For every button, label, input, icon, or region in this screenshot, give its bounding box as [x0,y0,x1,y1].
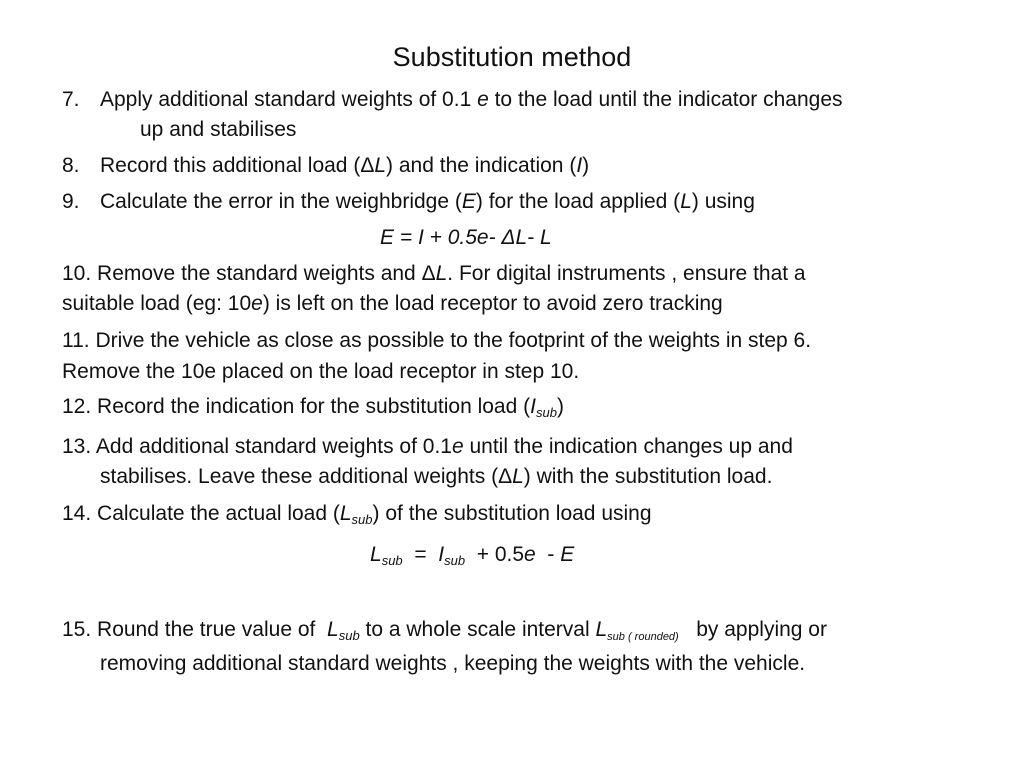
step-9-e: E [461,190,476,213]
step-7-number: 7. [62,88,80,111]
step-10-text-a: Remove the standard weights and Δ [91,262,436,285]
step-13-text-b: until the indication changes up and [463,435,793,458]
step-10-e: e [251,292,263,315]
step-11-text-a: Drive the vehicle as close as possible to the footprint of the weights in step 6. [89,329,812,352]
step-14-number: 14. [62,502,92,525]
step-14-text-b: ) of the substitution load using [372,502,652,525]
step-10-l: L [435,262,448,285]
step-7-continuation: up and stabilises [140,118,297,141]
step-10 [62,259,806,289]
eq2-e: e [524,543,536,566]
step-14-l: L [339,502,352,525]
step-12 [62,392,564,422]
eq2-l-sub: sub [381,553,403,568]
step-8-number: 8. [62,154,80,177]
step-15-l: L [327,618,339,641]
step-14 [62,499,652,529]
step-8-text-a: Record this additional load (Δ [100,154,375,177]
step-10-text-d: ) is left on the load receptor to avoid zero tracking [262,292,723,315]
step-9-text-a: Calculate the error in the weighbridge ( [100,190,462,213]
step-8 [62,151,589,181]
step-11-line-2: Remove the 10e placed on the load receptor in step 10. [62,360,580,383]
step-9-text-b: ) for the load applied ( [475,190,681,213]
eq2-plus: + 0.5 [465,543,525,566]
step-8-text-b: ) and the indication ( [386,154,577,177]
eq2-equals: = [402,543,439,566]
eq2-i: I [438,543,445,566]
step-12-text-a: Record the indication for the substitution load ( [91,395,531,418]
step-8-text-c: ) [582,154,590,177]
step-12-sub: sub [535,405,557,420]
slide-title: Substitution method [392,42,632,72]
step-9 [62,187,755,217]
step-14-text-a: Calculate the actual load ( [91,502,340,525]
step-13-text-c: stabilises. Leave these additional weights (Δ [100,465,513,488]
step-15-sub-rounded: sub ( rounded) [607,631,679,643]
step-13-text-d: ) with the substitution load. [523,465,773,488]
step-11 [62,326,811,356]
eq2-minus: - [535,543,561,566]
step-14-sub: sub [351,512,373,527]
step-8-i: I [576,154,583,177]
step-10-line-2 [62,289,723,319]
step-13-l: L [512,465,524,488]
step-7-text-a: Apply additional standard weights of 0.1 [100,88,478,111]
step-13-text-a: Add additional standard weights of 0.1 [91,435,452,458]
step-13-e: e [451,435,464,458]
eq2-i-sub: sub [444,553,466,568]
step-7 [62,85,843,115]
step-7-e: e [477,88,489,111]
step-13-number: 13. [62,435,92,458]
step-7-text-b: to the load until the indicator changes [488,88,843,111]
step-13 [62,432,793,462]
step-15-text-c: by applying or [678,618,827,641]
step-15-text-a: Round the true value of [91,618,328,641]
step-12-i: I [530,395,536,418]
step-15-line-2: removing additional standard weights , keeping the weights with the vehicle. [100,652,806,675]
step-10-text-c: suitable load (eg: 10 [62,292,252,315]
step-12-text-b: ) [556,395,564,418]
eq2-error: E [560,543,575,566]
step-10-number: 10. [62,262,92,285]
step-11-number: 11. [62,329,90,352]
error-equation: E = I + 0.5e- ΔL- L [380,226,552,249]
step-15 [62,615,827,645]
step-15-sub: sub [338,628,360,643]
step-12-number: 12. [62,395,92,418]
step-9-number: 9. [62,190,80,213]
step-9-l: L [680,190,692,213]
step-8-l: L [374,154,387,177]
actual-load-equation [370,540,574,570]
step-15-number: 15. [62,618,92,641]
step-15-text-b: to a whole scale interval [359,618,596,641]
step-10-text-b: . For digital instruments , ensure that a [447,262,806,285]
step-9-text-c: ) using [691,190,755,213]
step-13-line-2 [100,462,772,492]
eq2-l: L [370,543,382,566]
step-15-l-rounded: L [595,618,608,641]
